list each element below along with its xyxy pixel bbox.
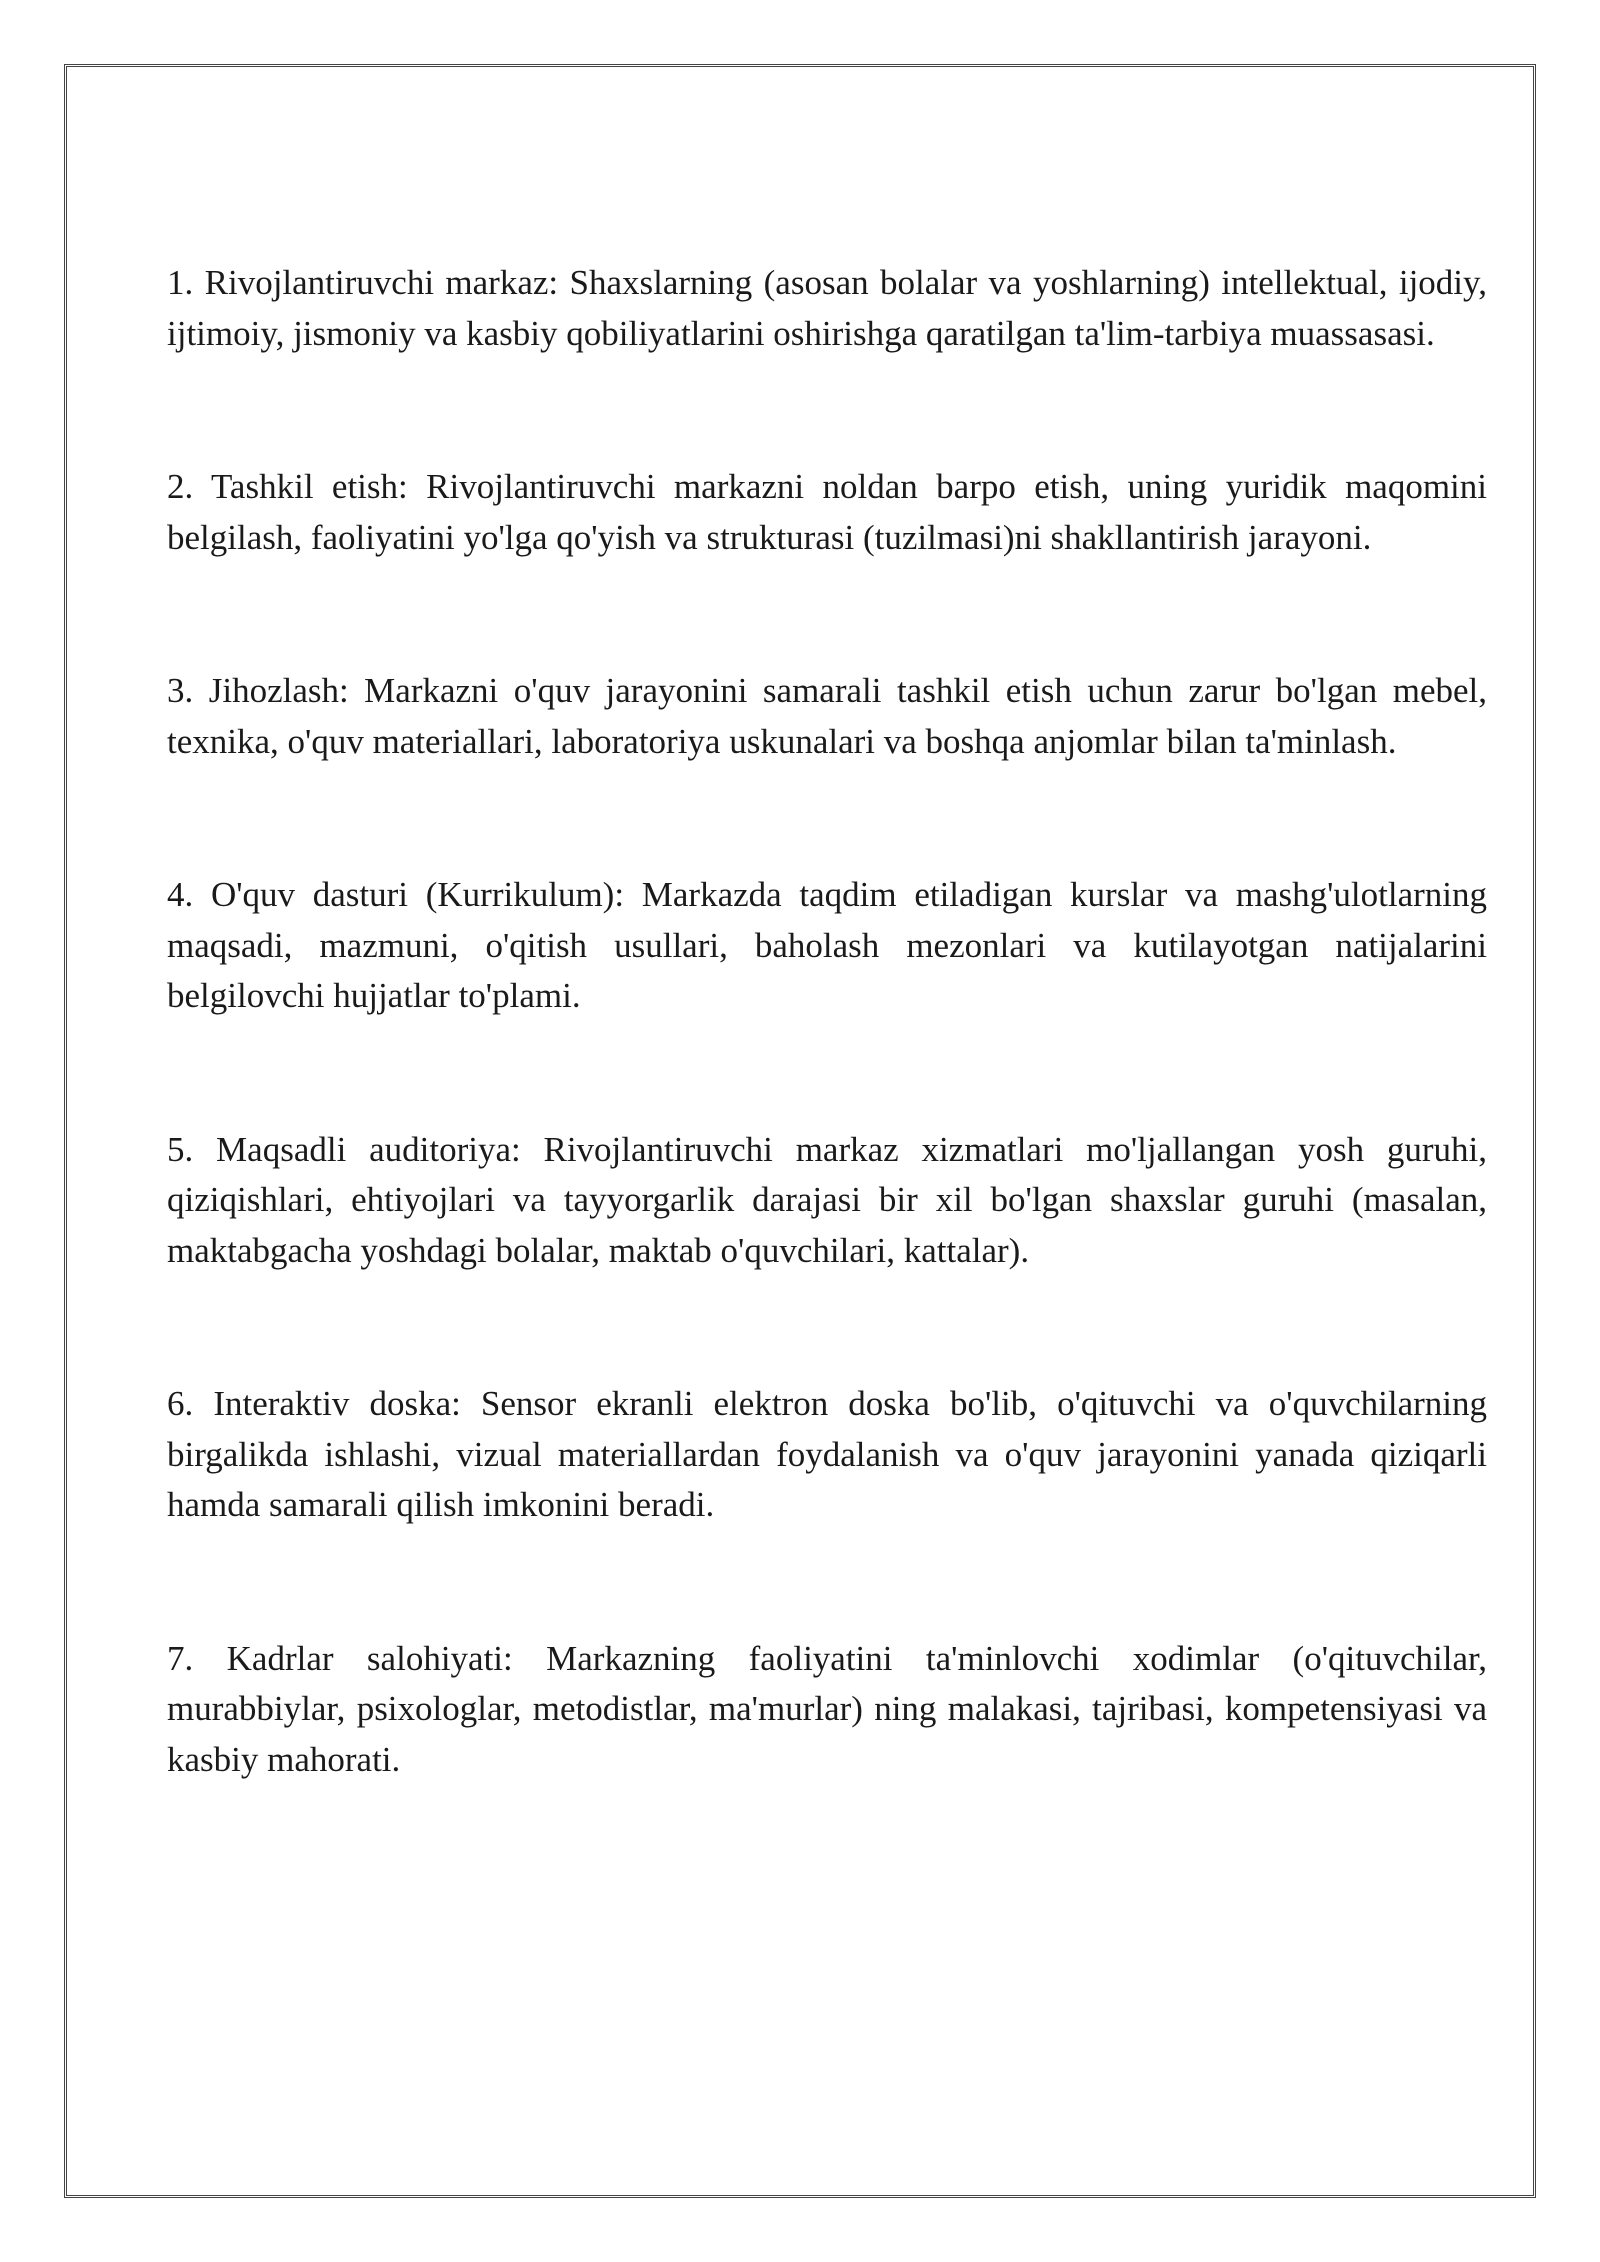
definition-item-3: 3. Jihozlash: Markazni o'quv jarayonini samarali tashkil etish uchun zarur bo'lgan mebel, texnika, o'quv materiallari, laboratoriya uskunalari va boshqa anjomlar bilan ta'minlash. (167, 671, 1487, 761)
definition-item-6: 6. Interaktiv doska: Sensor ekranli elektron doska bo'lib, o'qituvchi va o'quvchilarning birgalikda ishlashi, vizual materiallardan foydalanish va o'quv jarayonini yanada qiziqarli hamda samarali qilish imkonini beradi. (167, 1384, 1487, 1524)
definition-item-7: 7. Kadrlar salohiyati: Markazning faoliyatini ta'minlovchi xodimlar (o'qituvchilar, murabbiylar, psixologlar, metodistlar, ma'murlar) ning malakasi, tajribasi, kompetensiyasi va kasbiy mahorati. (167, 1638, 1487, 1779)
definition-item-1: 1. Rivojlantiruvchi markaz: Shaxslarning (asosan bolalar va yoshlarning) intellektual, ijodiy, ijtimoiy, jismoniy va kasbiy qobiliyatlarini oshirishga qaratilgan ta'lim-tarbiya muassasasi. (167, 263, 1487, 353)
definition-item-4: 4. O'quv dasturi (Kurrikulum): Markazda taqdim etiladigan kurslar va mashg'ulotlarning maqsadi, mazmuni, o'qitish usullari, baholash mezonlari va kutilayotgan natijalarini belgilovchi hujjatlar to'plami. (167, 875, 1487, 1015)
document-body (167, 258, 1487, 1785)
definition-item-5: 5. Maqsadli auditoriya: Rivojlantiruvchi markaz xizmatlari mo'ljallangan yosh guruhi, qiziqishlari, ehtiyojlari va tayyorgarlik darajasi bir xil bo'lgan shaxslar guruhi (masalan, maktabgacha yoshdagi bolalar, maktab o'quvchilari, kattalar). (167, 1129, 1487, 1270)
definition-item-2: 2. Tashkil etish: Rivojlantiruvchi markazni noldan barpo etish, uning yuridik maqomini belgilash, faoliyatini yo'lga qo'yish va strukturasi (tuzilmasi)ni shakllantirish jarayoni. (167, 467, 1487, 557)
